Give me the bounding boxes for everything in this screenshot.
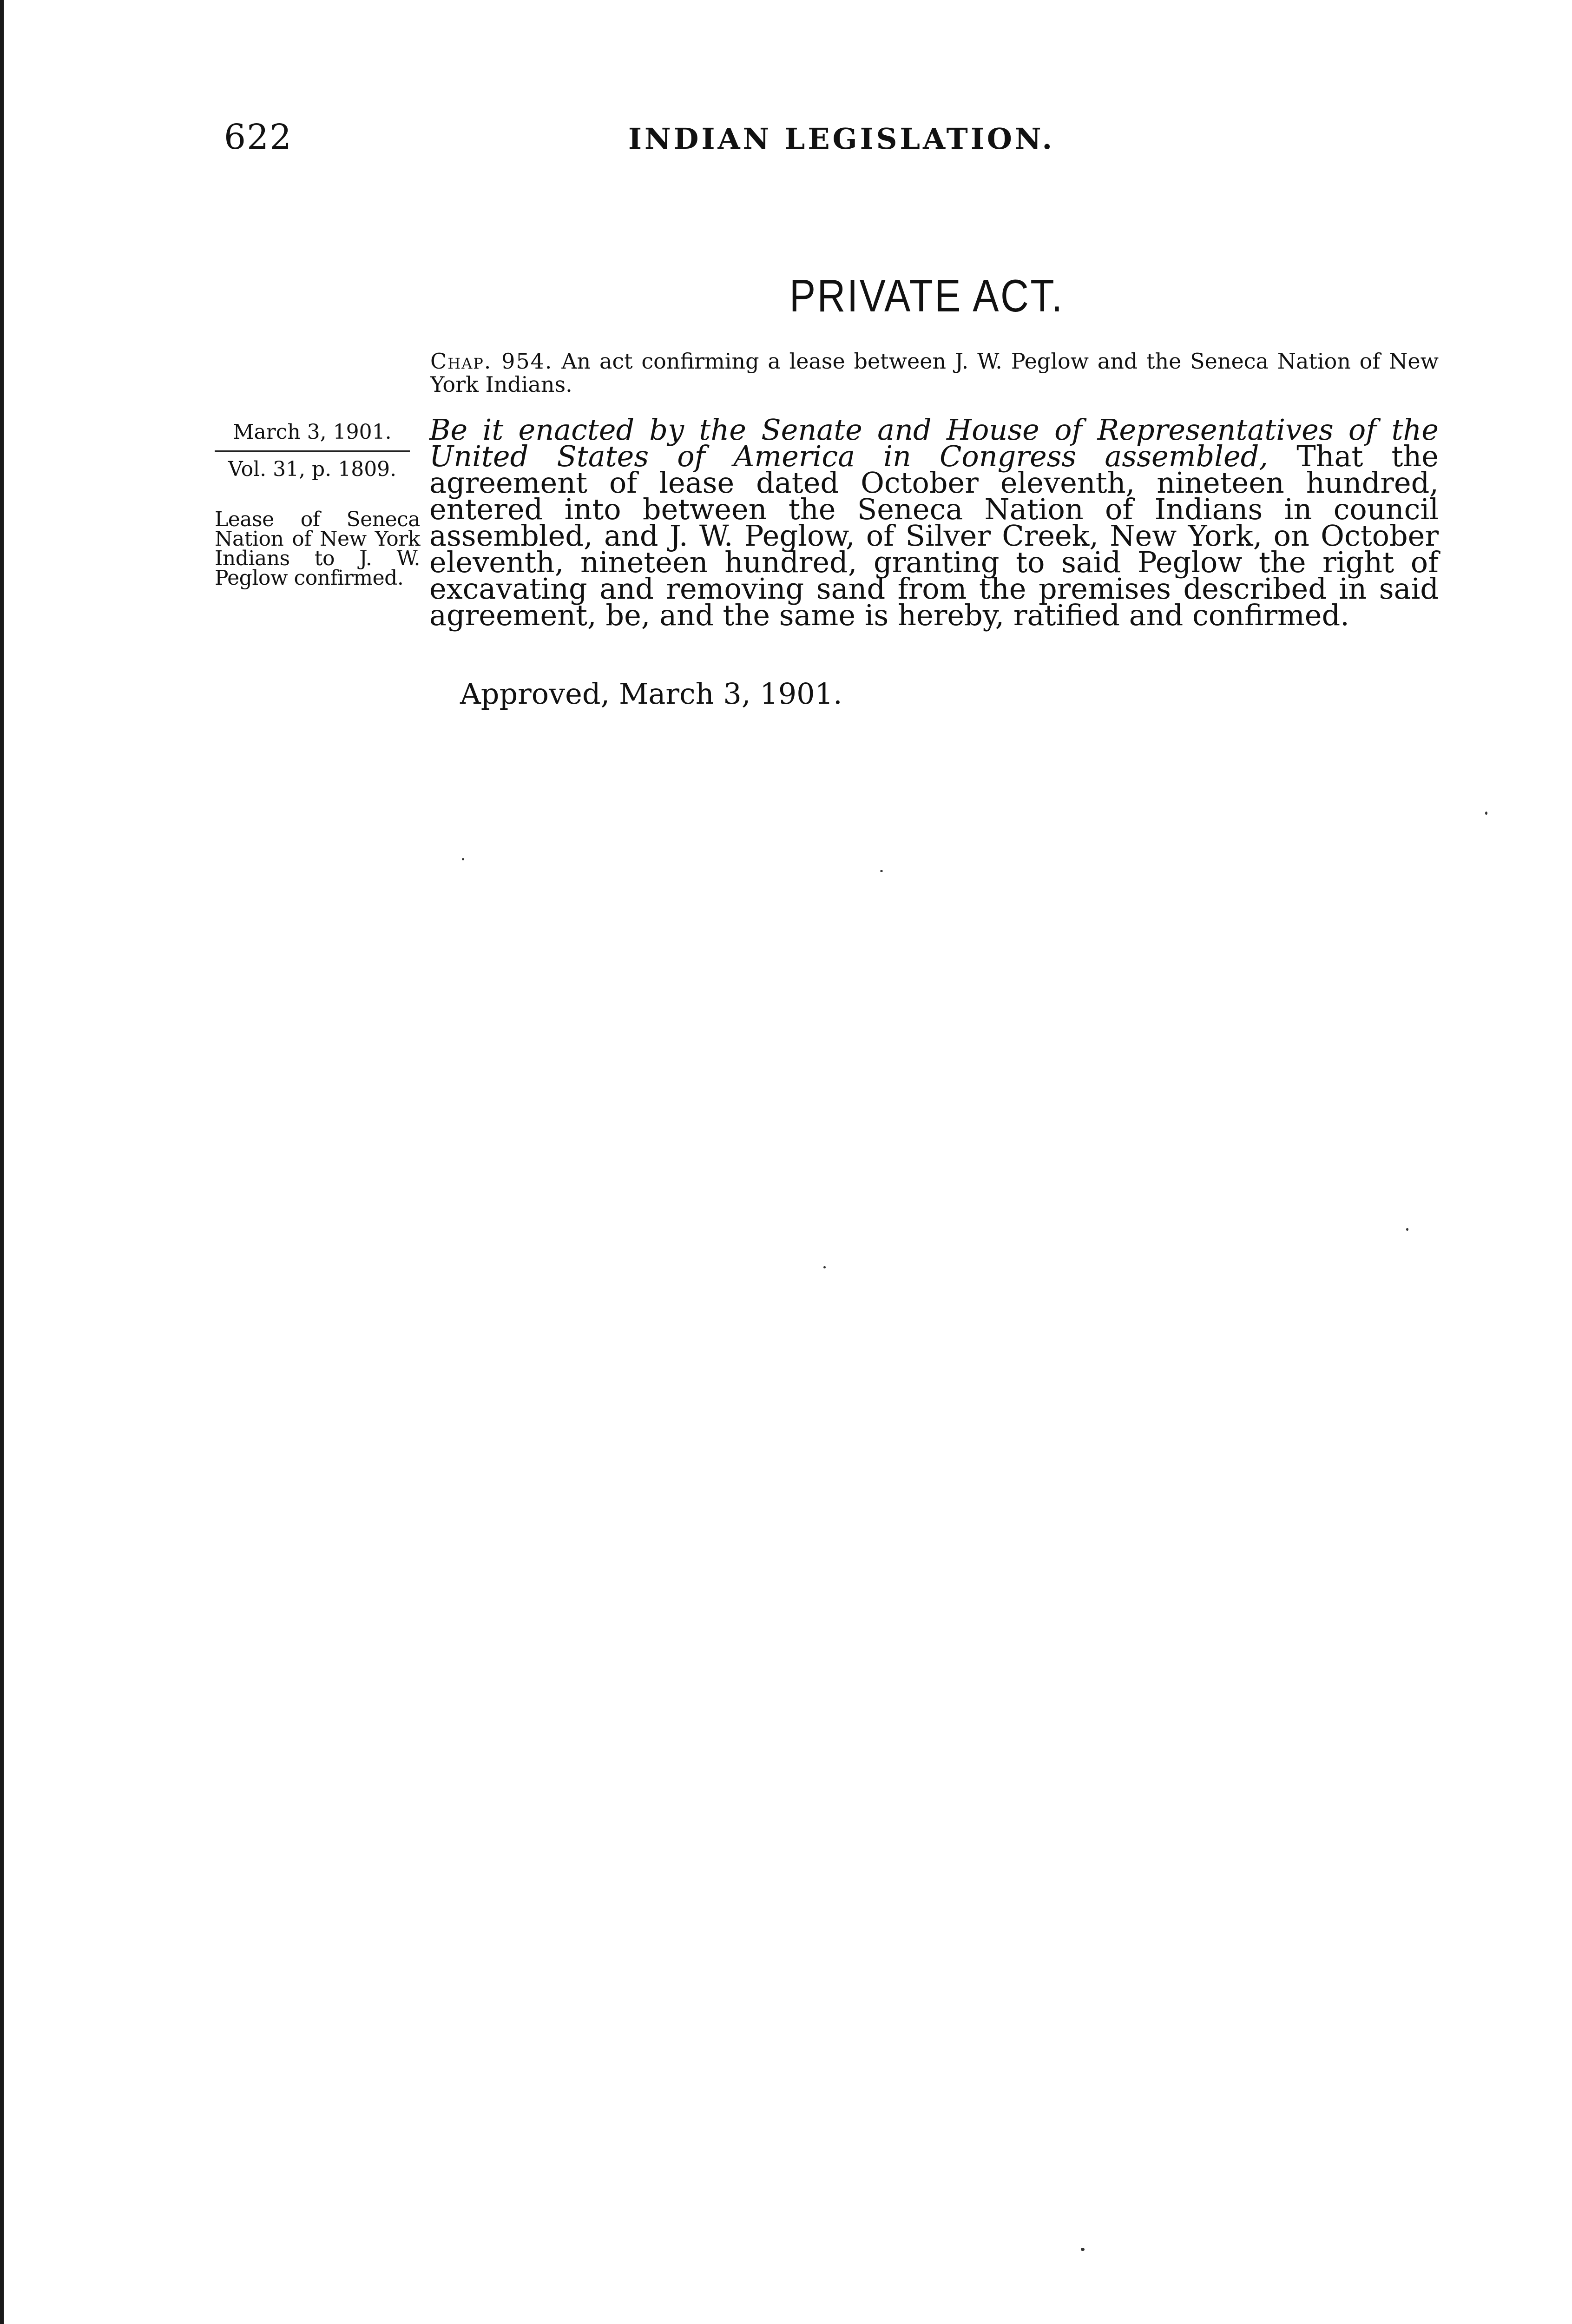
margin-notes <box>215 420 419 588</box>
scan-speck <box>1081 2248 1085 2251</box>
scan-speck <box>880 870 883 872</box>
approval-line: Approved, March 3, 1901. <box>460 677 842 711</box>
scan-edge <box>0 0 4 2324</box>
act-text: That the agreement of lease dated October eleventh, nineteen hundred, entered into between the Seneca Nation of Indians in council assembled, and J. W. Peglow, of Silver Creek, New York, on October eleventh, nineteen hundred, granting to said Peglow the right of excavating and removing sand from the premises described in said agreement, be, and the same is hereby, ratified and confirmed. <box>429 439 1439 632</box>
margin-volume-reference: Vol. 31, p. 1809. <box>228 457 397 481</box>
scan-speck <box>823 1266 826 1268</box>
chapter-label: Chap. 954. <box>430 349 553 374</box>
margin-date: March 3, 1901. <box>215 420 410 452</box>
enacting-clause: Be it enacted by the Senate and House of Representatives of the United States of America in Congress assembled, <box>429 413 1439 473</box>
scan-speck <box>1485 812 1487 815</box>
page-number: 622 <box>224 117 293 157</box>
chapter-heading <box>430 350 1439 396</box>
section-title: PRIVATE ACT. <box>789 270 1064 321</box>
running-head: INDIAN LEGISLATION. <box>628 122 1055 156</box>
margin-subject-note: Lease of Seneca Nation of New York Indians to J. W. Peglow confirmed. <box>215 508 420 590</box>
act-body <box>429 413 1439 632</box>
scan-speck <box>462 858 464 860</box>
scan-speck <box>1406 1228 1408 1231</box>
chapter-description: An act confirming a lease between J. W. Peglow and the Seneca Nation of New York Indians. <box>430 349 1439 397</box>
